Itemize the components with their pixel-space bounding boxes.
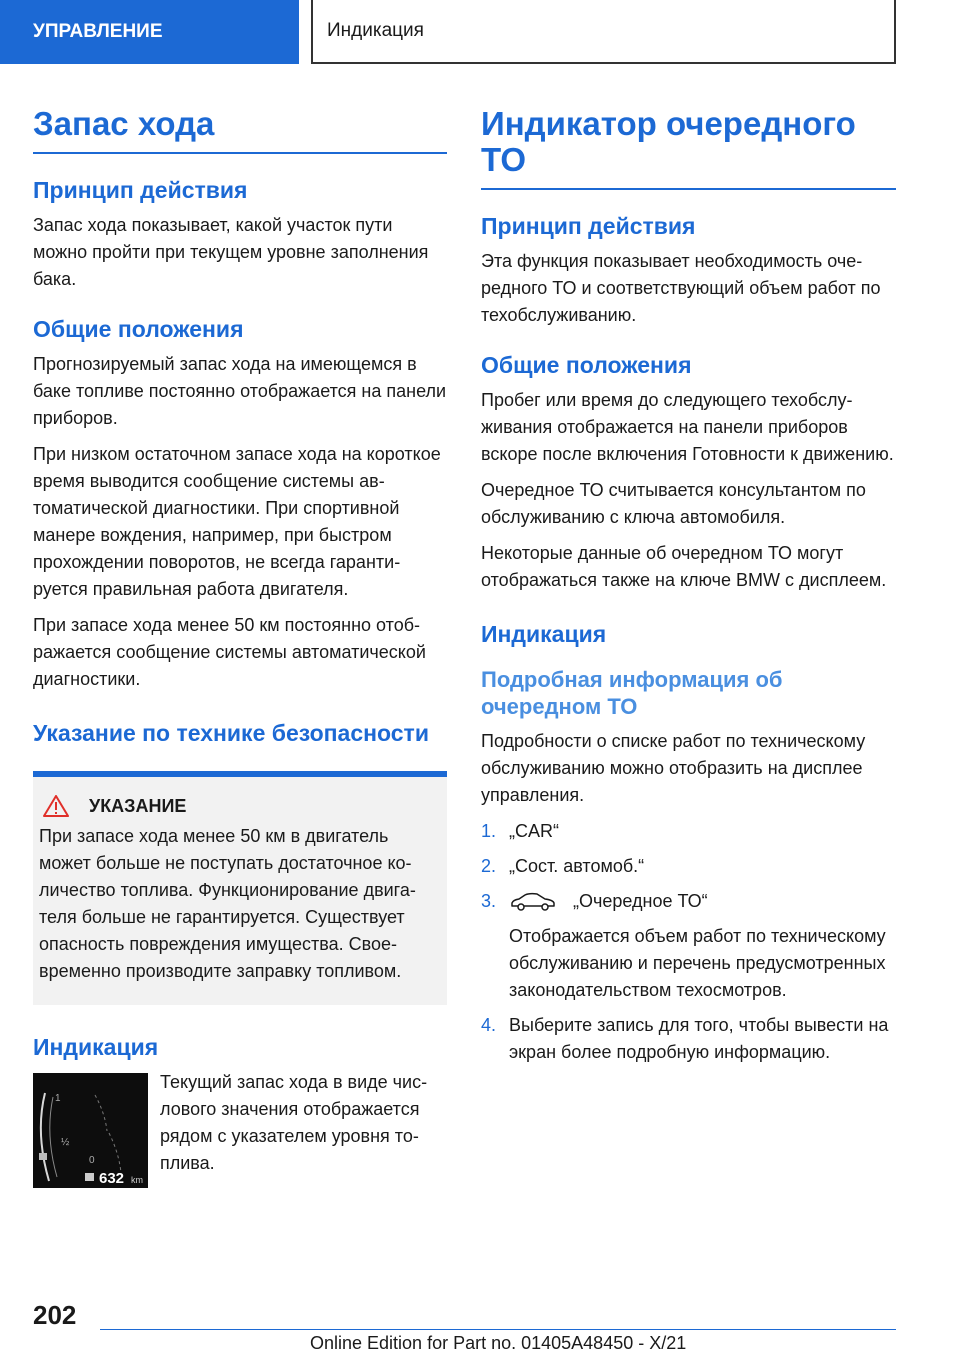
gauge-mark-full: 1 <box>55 1093 61 1104</box>
car-icon <box>509 892 557 912</box>
warning-icon <box>43 795 69 817</box>
step-number: 2. <box>481 856 497 876</box>
right-column <box>481 100 896 1074</box>
step-number: 1. <box>481 821 497 841</box>
step-number: 3. <box>481 891 497 911</box>
principle-heading: Принцип действия <box>481 213 696 239</box>
steps-list <box>481 818 896 1066</box>
step-text: „CAR“ <box>509 821 559 841</box>
step-text: „Сост. автомоб.“ <box>509 856 645 876</box>
left-column <box>33 100 447 1188</box>
principle-text: Эта функция показывает необходимость очередного ТО и соответствующий объем работ по техобслуживанию. <box>481 251 881 325</box>
range-title: Запас хода <box>33 100 447 154</box>
gauge-mark-half: ½ <box>61 1137 70 1148</box>
edition-note: Online Edition for Part no. 01405A48450 - X/21 <box>310 1333 687 1353</box>
principle-text: Запас хода показывает, какой участок пути можно пройти при текущем уровне заполнения бака. <box>33 215 429 289</box>
warning-text: При запасе хода менее 50 км в двигатель может больше не поступать достаточное количество топлива. Функционирование двигателя больше не гарантируется. Существует опасность повреждения имущества. Своевременно производите заправку топливом. <box>39 826 416 981</box>
list-item <box>481 853 896 880</box>
step-number: 4. <box>481 1015 497 1035</box>
warning-title: УКАЗАНИЕ <box>89 795 187 816</box>
page-number: 202 <box>33 1300 77 1330</box>
list-item <box>481 1012 896 1066</box>
step-text: Выберите запись для того, чтобы вывести на экран более подробную информацию. <box>509 1015 889 1062</box>
list-item <box>481 888 896 1004</box>
gauge-mark-empty: 0 <box>89 1155 95 1166</box>
general-paragraph: При запасе хода менее 50 км постоянно отображается сообщение системы автоматической диагностики. <box>33 615 426 689</box>
step-text: „Очередное ТО“ <box>573 891 708 911</box>
range-unit: km <box>131 1175 143 1185</box>
step-note: Отображается объем работ по техническому обслуживанию и перечень предусмотренных законодательством техосмотров. <box>509 926 886 1000</box>
fuel-pump-icon <box>39 1153 47 1160</box>
general-paragraph: Пробег или время до следующего техобслуживания отображается на панели приборов вскоре после включения Готовности к движению. <box>481 390 894 464</box>
footer-divider <box>100 1329 896 1330</box>
fuel-pump-small-icon <box>85 1173 94 1181</box>
general-paragraph: Прогнозируемый запас хода на имеющемся в баке топливе постоянно отображается на панели приборов. <box>33 354 447 428</box>
list-item <box>481 818 896 845</box>
general-paragraph: Очередное ТО считывается консультантом по обслуживанию с ключа автомобиля. <box>481 480 866 527</box>
general-heading: Общие положения <box>481 352 692 378</box>
service-title: Индикатор очередного ТО <box>481 100 896 190</box>
display-text: Текущий запас хода в виде числового значения отображается рядом с указателем уровня топлива. <box>160 1072 428 1173</box>
range-value: 632 <box>99 1170 125 1187</box>
subsection-header: Индикация <box>311 0 896 64</box>
detail-subheading: Подробная информация об очередном ТО <box>481 667 783 719</box>
general-heading: Общие положения <box>33 316 244 342</box>
display-heading: Индикация <box>481 621 607 647</box>
warning-box <box>33 771 447 1005</box>
section-tab: УПРАВЛЕНИЕ <box>0 0 299 64</box>
principle-heading: Принцип действия <box>33 177 248 203</box>
safety-heading: Указание по технике безопасности <box>33 720 429 746</box>
display-heading: Индикация <box>33 1034 159 1060</box>
general-paragraph: При низком остаточном запасе хода на короткое время выводится сообщение системы автоматической диагностики. При спортивной манере вождения, например, при быстром прохождении поворотов, не всегда гарантируется правильная работа двигателя. <box>33 444 441 599</box>
fuel-gauge-image <box>33 1073 148 1188</box>
general-paragraph: Некоторые данные об очередном ТО могут отображаться также на ключе BMW с дисплеем. <box>481 543 887 590</box>
detail-text: Подробности о списке работ по техническому обслуживанию можно отобразить на дисплее управления. <box>481 731 866 805</box>
